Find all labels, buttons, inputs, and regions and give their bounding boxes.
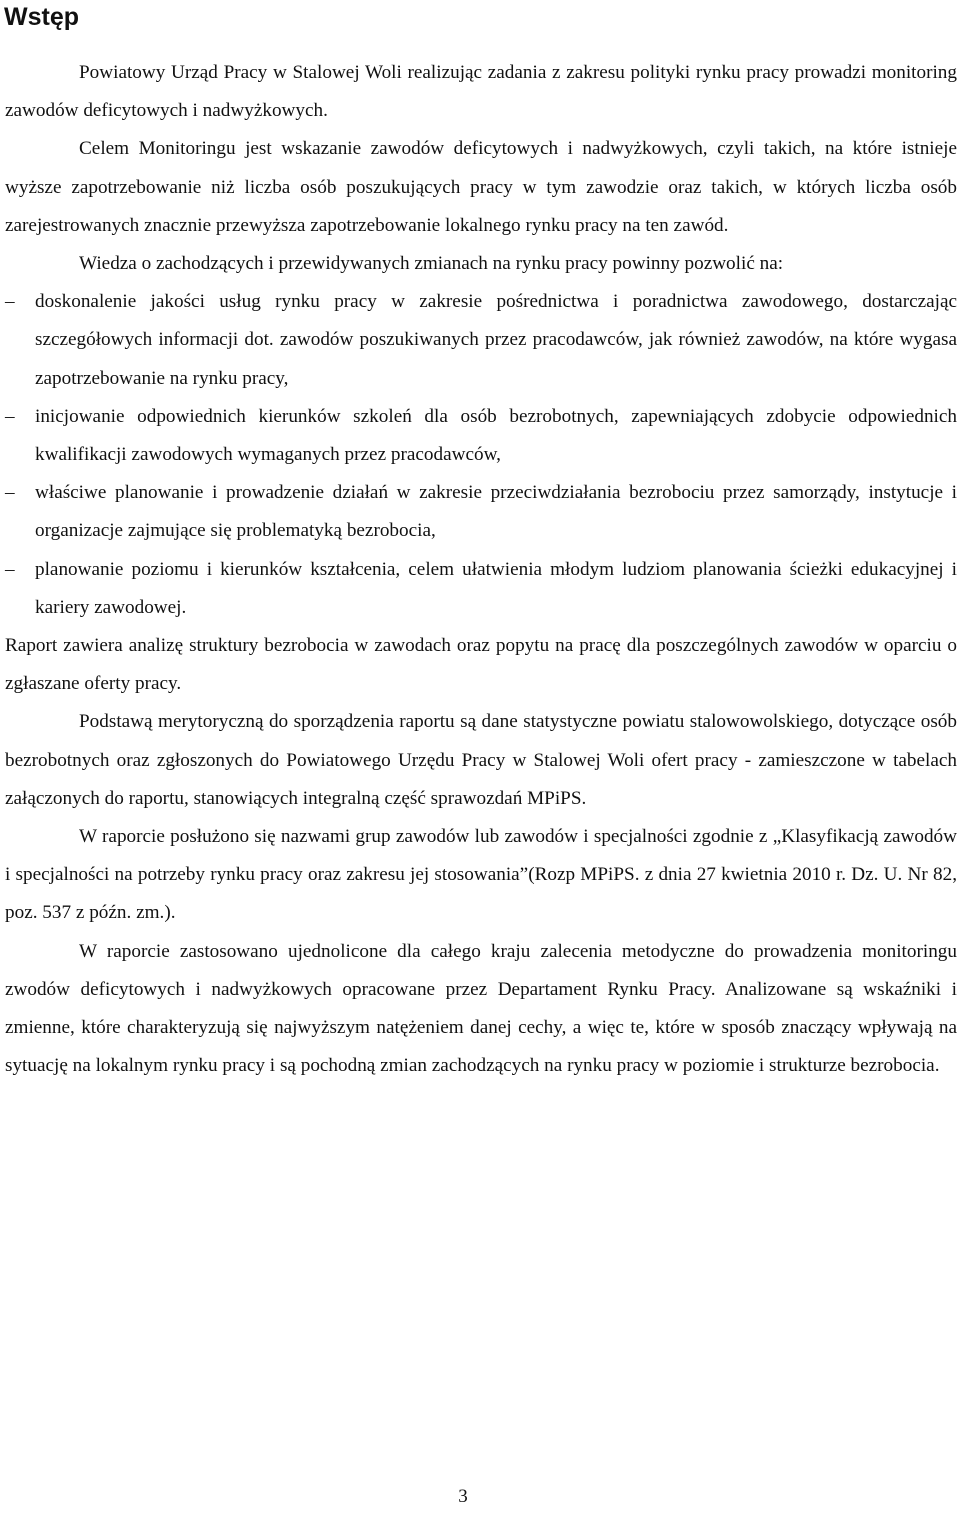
list-item-text: właściwe planowanie i prowadzenie działań w zakresie przeciwdziałania bezrobociu przez samorządy, instytucje i organizacje zajmujące się problematyką bezrobocia, bbox=[35, 482, 957, 542]
list-item-text: inicjowanie odpowiednich kierunków szkoleń dla osób bezrobotnych, zapewniających zdobycie odpowiednich kwalifikacji zawodowych wymaganych przez pracodawców, bbox=[35, 405, 957, 466]
list-item bbox=[5, 474, 957, 550]
dash-marker: – bbox=[5, 558, 15, 580]
dash-marker: – bbox=[5, 482, 15, 504]
list-item-text: planowanie poziomu i kierunków kształcenia, celem ułatwienia młodym ludziom planowania ścieżki edukacyjnej i kariery zawodowej. bbox=[35, 558, 957, 618]
paragraph-data-basis: Podstawą merytoryczną do sporządzenia raportu są dane statystyczne powiatu stalowowolskiego, dotyczące osób bezrobotnych oraz zgłoszonych do Powiatowego Urzędu Pracy w Stalowej Woli ofert pracy - zamieszczone w tabelach załączonych do raportu, stanowiących integralną część sprawozdań MPiPS. bbox=[5, 711, 957, 809]
paragraph-knowledge: Wiedza o zachodzących i przewidywanych zmianach na rynku pracy powinny pozwolić na: bbox=[79, 253, 784, 275]
list-item bbox=[5, 551, 957, 627]
dash-marker: – bbox=[5, 405, 15, 427]
paragraph-goal: Celem Monitoringu jest wskazanie zawodów deficytowych i nadwyżkowych, czyli takich, na które istnieje wyższe zapotrzebowanie niż liczba osób poszukujących pracy w tym zawodzie oraz takich, w których liczba osób zarejestrowanych znacznie przewyższa zapotrzebowanie lokalnego rynku pracy na ten zawód. bbox=[5, 138, 957, 236]
list-item bbox=[5, 283, 957, 398]
section-heading: Wstęp bbox=[4, 3, 79, 31]
list-item bbox=[5, 398, 957, 474]
paragraph-report-content: Raport zawiera analizę struktury bezrobocia w zawodach oraz popytu na pracę dla poszczególnych zawodów w oparciu o zgłaszane oferty pracy. bbox=[5, 635, 957, 695]
page-number: 3 bbox=[458, 1486, 468, 1507]
paragraph-intro: Powiatowy Urząd Pracy w Stalowej Woli realizując zadania z zakresu polityki rynku pracy prowadzi monitoring zawodów deficytowych i nadwyżkowych. bbox=[5, 62, 957, 122]
dash-marker: – bbox=[5, 291, 15, 313]
list-item-text: doskonalenie jakości usług rynku pracy w zakresie pośrednictwa i poradnictwa zawodowego, dostarczając szczegółowych informacji dot. zawodów poszukiwanych przez pracodawców, jak również zawodów, na które wygasa zapotrzebowanie na rynku pracy, bbox=[35, 291, 957, 389]
bullet-list bbox=[5, 283, 957, 627]
body-text bbox=[5, 54, 957, 1085]
paragraph-methodology: W raporcie zastosowano ujednolicone dla całego kraju zalecenia metodyczne do prowadzenia monitoringu zwodów deficytowych i nadwyżkowych opracowane przez Departament Rynku Pracy. Analizowane są wskaźniki i zmienne, które charakteryzują się najwyższym natężeniem danej cechy, a więc te, które w sposób znaczący wpływają na sytuację na lokalnym rynku pracy i są pochodną zmian zachodzących na rynku pracy w poziomie i strukturze bezrobocia. bbox=[5, 940, 957, 1077]
paragraph-classification: W raporcie posłużono się nazwami grup zawodów lub zawodów i specjalności zgodnie z „Klasyfikacją zawodów i specjalności na potrzeby rynku pracy oraz zakresu jej stosowania”(Rozp MPiPS. z dnia 27 kwietnia 2010 r. Dz. U. Nr 82, poz. 537 z późn. zm.). bbox=[5, 826, 957, 924]
